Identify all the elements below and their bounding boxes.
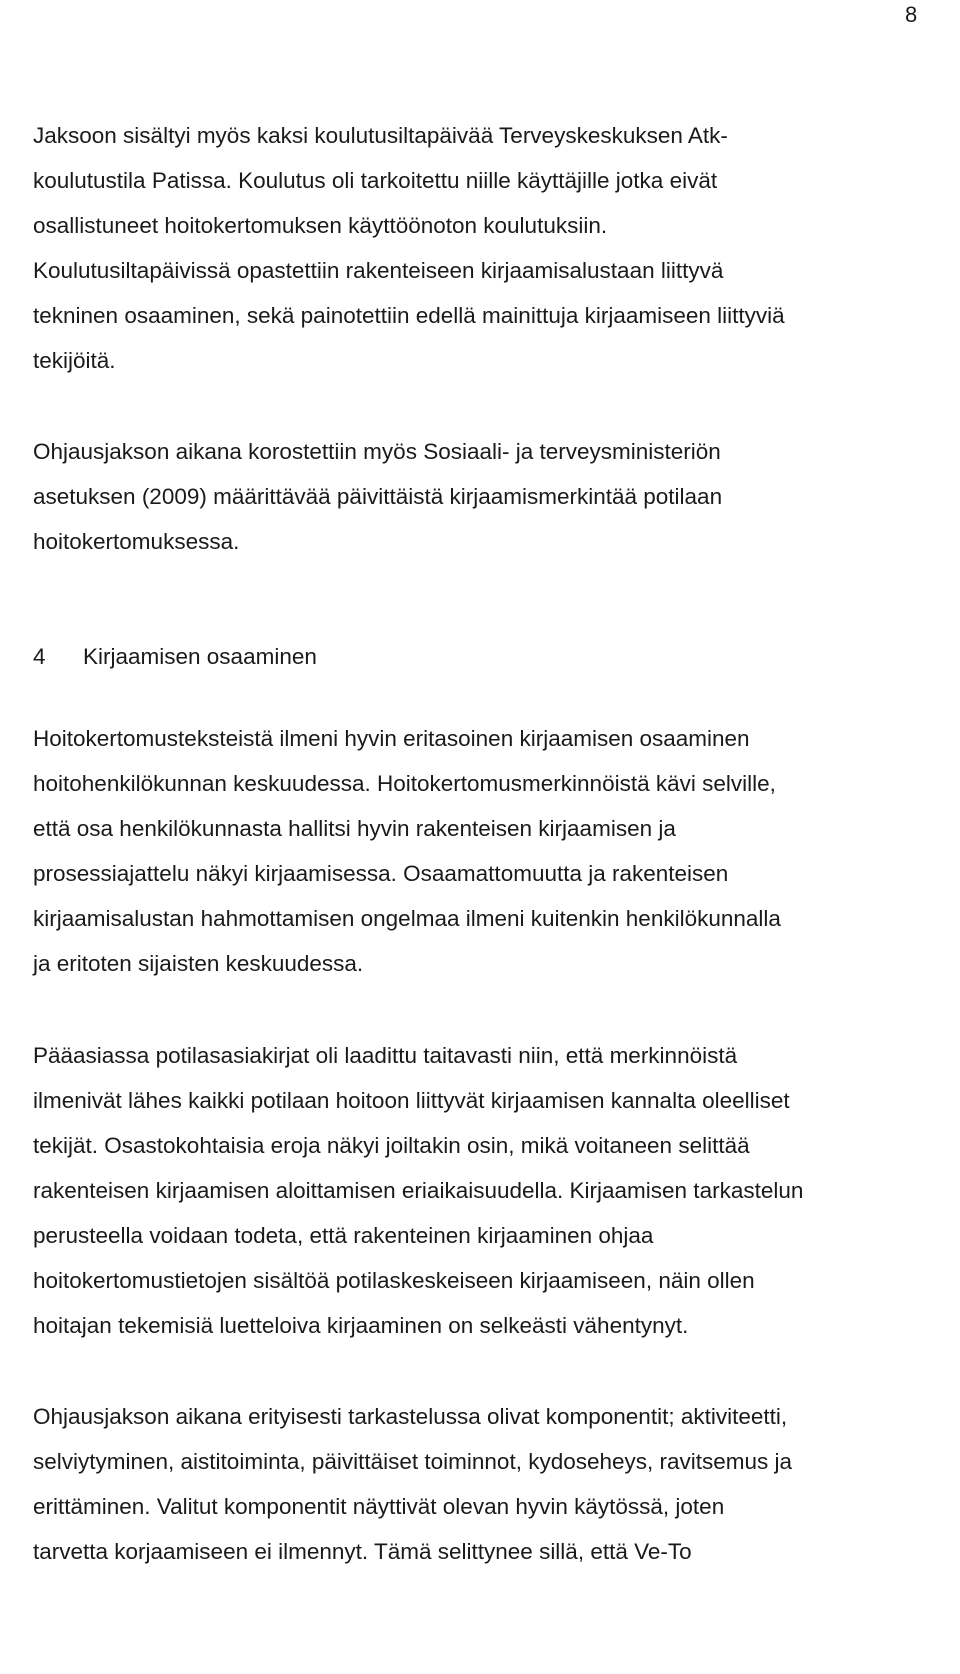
text-line: Pääasiassa potilasasiakirjat oli laadittu taitavasti niin, että merkinnöistä [33,1043,738,1068]
page-number: 8 [905,2,918,27]
text-line: asetuksen (2009) määrittävää päivittäistä kirjaamismerkintää potilaan [33,484,723,509]
text-line: Koulutusiltapäivissä opastettiin rakenteiseen kirjaamisalustaan liittyvä [33,258,724,283]
text-line: rakenteisen kirjaamisen aloittamisen eriaikaisuudella. Kirjaamisen tarkastelun [33,1178,804,1203]
text-line: koulutustila Patissa. Koulutus oli tarkoitettu niille käyttäjille jotka eivät [33,168,718,193]
text-line: ja eritoten sijaisten keskuudessa. [33,951,364,976]
text-line: Ohjausjakson aikana erityisesti tarkastelussa olivat komponentit; aktiviteetti, [33,1404,788,1429]
text-line: osallistuneet hoitokertomuksen käyttöönoton koulutuksiin. [33,213,608,238]
text-line: Jaksoon sisältyi myös kaksi koulutusiltapäivää Terveyskeskuksen Atk- [33,123,728,148]
text-line: selviytyminen, aistitoiminta, päivittäiset toiminnot, kydoseheys, ravitsemus ja [33,1449,793,1474]
section-title: Kirjaamisen osaaminen [83,644,317,669]
section-heading [33,642,317,672]
text-line: hoitajan tekemisiä luetteloiva kirjaaminen on selkeästi vähentynyt. [33,1313,689,1338]
text-line: tekijät. Osastokohtaisia eroja näkyi joiltakin osin, mikä voitaneen selittää [33,1133,750,1158]
text-line: ilmenivät lähes kaikki potilaan hoitoon liittyvät kirjaamisen kannalta oleelliset [33,1088,790,1113]
text-line: kirjaamisalustan hahmottamisen ongelmaa ilmeni kuitenkin henkilökunnalla [33,906,781,931]
text-line: perusteella voidaan todeta, että rakenteinen kirjaaminen ohjaa [33,1223,654,1248]
section-number: 4 [33,644,46,669]
text-line: Ohjausjakson aikana korostettiin myös Sosiaali- ja terveysministeriön [33,439,721,464]
text-line: prosessiajattelu näkyi kirjaamisessa. Osaamattomuutta ja rakenteisen [33,861,729,886]
text-line: tekijöitä. [33,348,116,373]
text-line: Hoitokertomusteksteistä ilmeni hyvin eritasoinen kirjaamisen osaaminen [33,726,750,751]
text-line: erittäminen. Valitut komponentit näyttivät olevan hyvin käytössä, joten [33,1494,725,1519]
text-line: hoitohenkilökunnan keskuudessa. Hoitokertomusmerkinnöistä kävi selville, [33,771,776,796]
text-line: tarvetta korjaamiseen ei ilmennyt. Tämä selittynee sillä, että Ve-To [33,1539,692,1564]
text-line: tekninen osaaminen, sekä painotettiin edellä mainittuja kirjaamiseen liittyviä [33,303,785,328]
text-line: hoitokertomuksessa. [33,529,240,554]
text-line: että osa henkilökunnasta hallitsi hyvin rakenteisen kirjaamisen ja [33,816,676,841]
text-line: hoitokertomustietojen sisältöä potilaskeskeiseen kirjaamiseen, näin ollen [33,1268,755,1293]
